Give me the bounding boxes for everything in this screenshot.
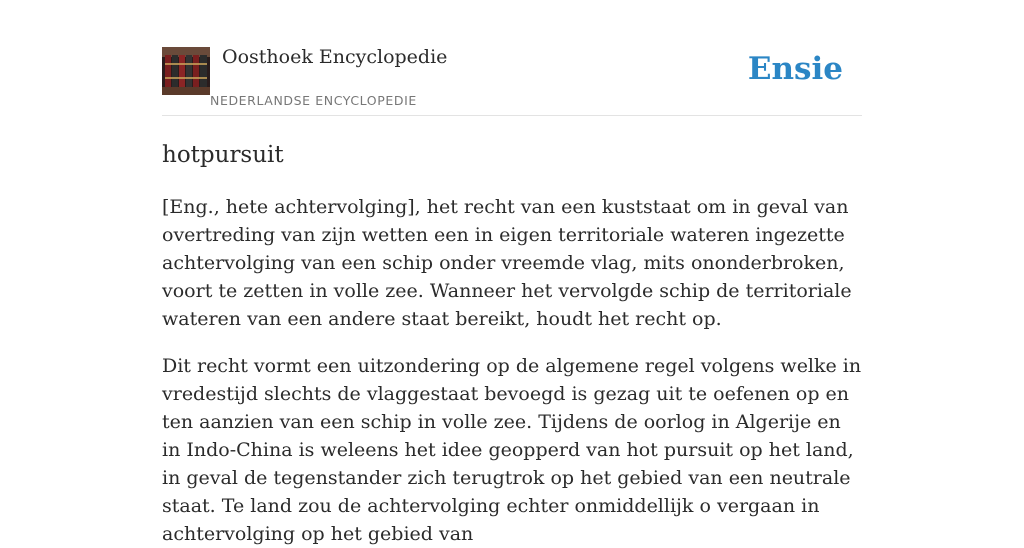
site-header — [162, 46, 862, 116]
site-subtitle: NEDERLANDSE ENCYCLOPEDIE — [210, 93, 417, 108]
entry-title: hotpursuit — [162, 142, 284, 168]
ensie-brand-logo[interactable]: Ensie — [747, 51, 843, 87]
page — [162, 0, 862, 548]
site-title[interactable]: Oosthoek Encyclopedie — [222, 46, 448, 68]
entry-paragraph-1: [Eng., hete achtervolging], het recht van een kuststaat om in geval van overtreding van zijn wetten een in eigen territoriale wateren ingezette achtervolging van een schip onder vreemde vlag, mits ononderbroken, voort te zetten in volle zee. Wanneer het vervolgde schip de territoriale wateren van een andere staat bereikt, houdt het recht op. — [162, 196, 852, 330]
entry-paragraph-2: Dit recht vormt een uitzondering op de algemene regel volgens welke in vredestijd slechts de vlaggestaat bevoegd is gezag uit te oefenen op en ten aanzien van een schip in volle zee. Tijdens de oorlog in Algerije en in Indo-China is weleens het idee geopperd van hot pursuit op het land, in geval de tegenstander zich terugtrok op het gebied van een neutrale staat. Te land zou de achtervolging echter onmiddellijk o vergaan in achtervolging op het gebied van — [162, 355, 862, 545]
encyclopedia-books-logo[interactable] — [162, 47, 210, 95]
